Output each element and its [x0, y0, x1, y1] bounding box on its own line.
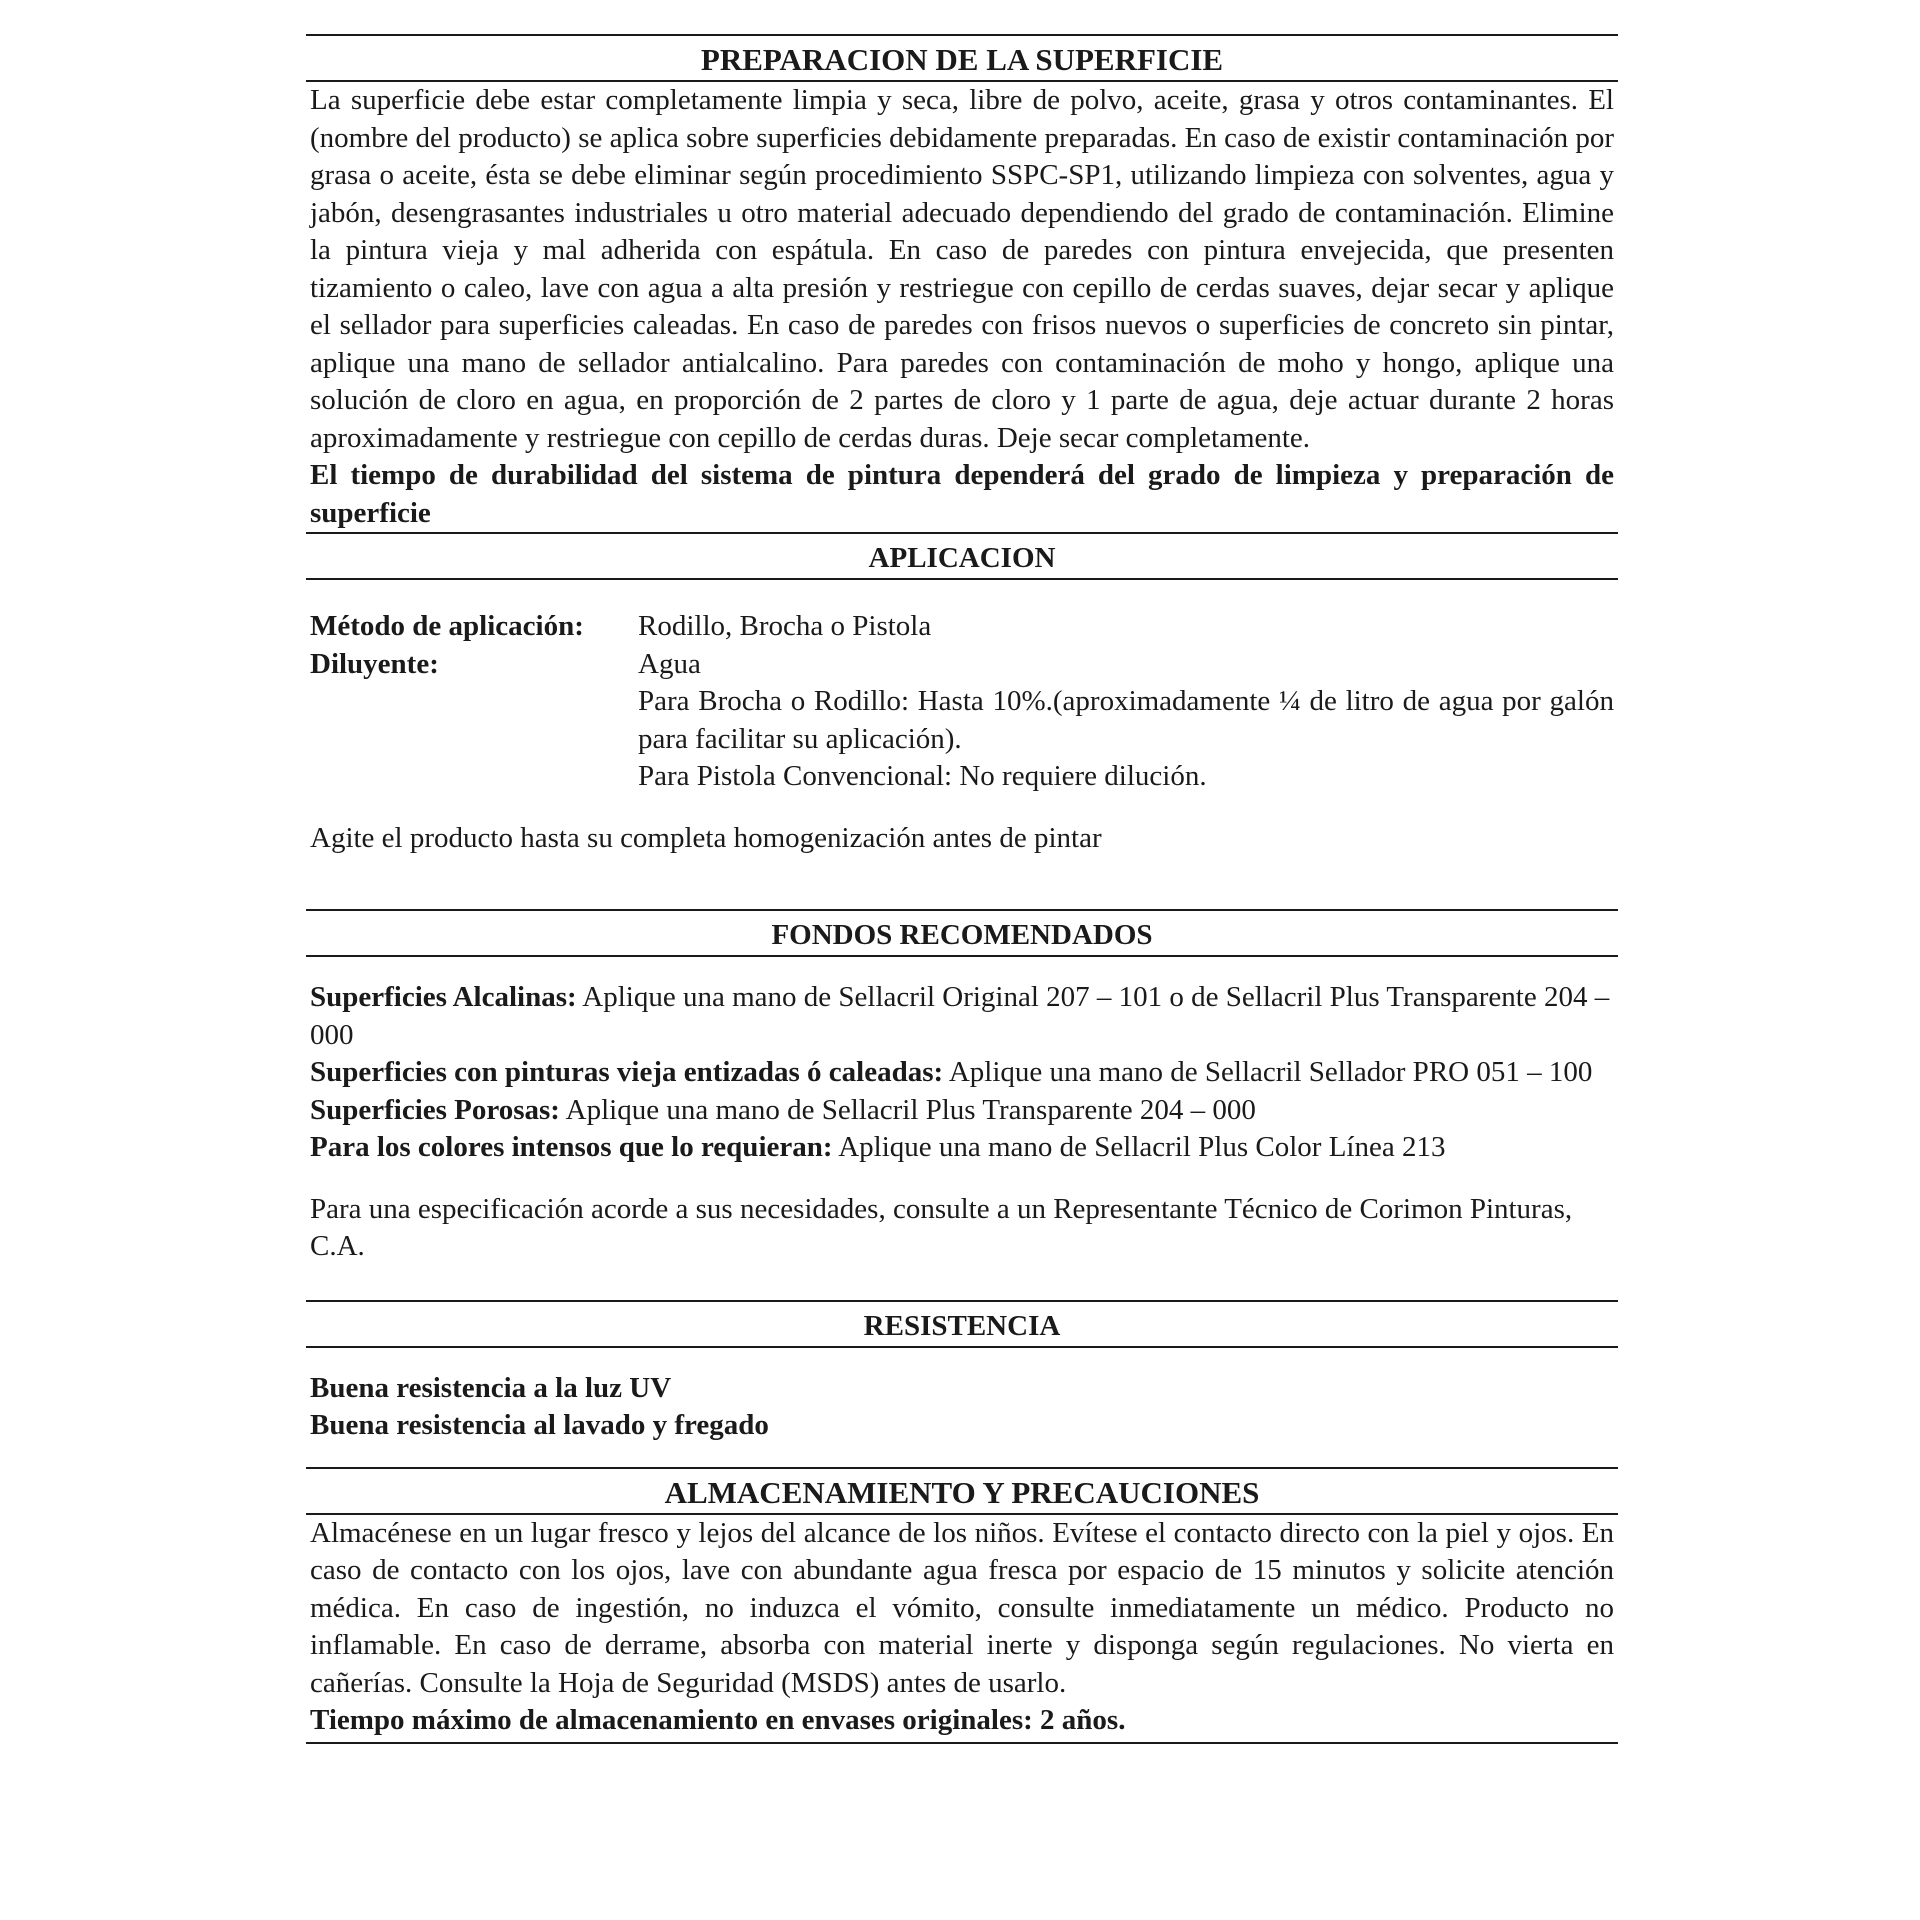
section-title-fondos: FONDOS RECOMENDADOS — [771, 919, 1153, 951]
fondo-item-label: Superficies con pinturas vieja entizadas ó caleadas: — [310, 1056, 944, 1088]
diluyente-value: Agua — [638, 647, 701, 680]
resistencia-uv-text: Buena resistencia a la luz UV — [310, 1371, 672, 1404]
metodo-value: Rodillo, Brocha o Pistola — [638, 610, 932, 642]
metodo-row — [310, 608, 1614, 646]
section-rule-top — [306, 34, 1618, 36]
fondo-item-text: Aplique una mano de Sellacril Plus Color Línea 213 — [838, 1131, 1446, 1163]
fondo-item — [310, 1054, 1614, 1092]
preparacion-body: La superficie debe estar completamente limpia y seca, libre de polvo, aceite, grasa y otros contaminantes. El (nombre del producto) se aplica sobre superficies debidamente preparadas. En caso de existir contaminación por grasa o aceite, ésta se debe eliminar según procedimiento SSPC-SP1, utilizando limpieza con solventes, agua y jabón, desengrasantes industriales u otro material adecuado dependiendo del grado de contaminación. Elimine la pintura vieja y mal adherida con espátula. En caso de paredes con pintura envejecida, que presenten tizamiento o caleo, lave con agua a alta presión y restriegue con cepillo de cerdas suaves, dejar secar y aplique el sellador para superficies caleadas. En caso de paredes con frisos nuevos o superficies de concreto sin pintar, aplique una mano de sellador antialcalino. Para paredes con contaminación de moho y hongo, aplique una solución de cloro en agua, en proporción de 2 partes de cloro y 1 parte de agua, deje actuar durante 2 horas aproximadamente y restriegue con cepillo de cerdas duras. Deje secar completamente. — [310, 84, 1614, 454]
resistencia-lavado-text: Buena resistencia al lavado y fregado — [310, 1409, 769, 1441]
diluyente-row — [310, 646, 1614, 796]
section-preparacion — [306, 82, 1618, 532]
preparacion-note — [310, 457, 1614, 532]
diluyente-label: Diluyente: — [310, 647, 439, 680]
section-fondos — [306, 979, 1618, 1266]
agite-text: Agite el producto hasta su completa homogenización antes de pintar — [310, 821, 1102, 854]
section-rule-bottom — [306, 955, 1618, 957]
almacenamiento-note — [310, 1702, 1614, 1740]
section-title-almacenamiento: ALMACENAMIENTO Y PRECAUCIONES — [664, 1474, 1260, 1510]
section-rule-bottom — [306, 1346, 1618, 1348]
section-title-resistencia: RESISTENCIA — [863, 1309, 1061, 1342]
fondo-item-label: Superficies Porosas: — [310, 1093, 560, 1126]
section-title-preparacion: PREPARACION DE LA SUPERFICIE — [700, 42, 1224, 77]
section-almacenamiento — [306, 1515, 1618, 1740]
section-resistencia — [306, 1370, 1618, 1445]
document-page — [306, 0, 1618, 1744]
section-aplicacion — [306, 608, 1618, 857]
diluyente-brocha: Para Brocha o Rodillo: Hasta 10%.(aproximadamente ¼ de litro de agua por galón para facilitar su aplicación). — [638, 685, 1614, 755]
almacenamiento-note-text: Tiempo máximo de almacenamiento en envases originales: 2 años. — [310, 1704, 1126, 1736]
fondo-item — [310, 1129, 1614, 1167]
fondo-item-text: Aplique una mano de Sellacril Sellador PRO 051 – 100 — [948, 1056, 1593, 1088]
fondo-item — [310, 979, 1614, 1054]
resistencia-lavado — [310, 1407, 1614, 1445]
fondo-item-text: Aplique una mano de Sellacril Original 207 – 101 o de Sellacril Plus Transparente 204 – 000 — [310, 981, 1610, 1051]
almacenamiento-body: Almacénese en un lugar fresco y lejos del alcance de los niños. Evítese el contacto directo con la piel y ojos. En caso de contacto con los ojos, lave con abundante agua fresca por espacio de 15 minutos y solicite atención médica. En caso de ingestión, no induzca el vómito, consulte inmediatamente un médico. Producto no inflamable. En caso de derrame, absorba con material inerte y disponga según regulaciones. No vierta en cañerías. Consulte la Hoja de Seguridad (MSDS) antes de usarlo. — [310, 1516, 1614, 1699]
section-rule-top — [306, 532, 1618, 534]
section-rule-top — [306, 1467, 1618, 1469]
resistencia-uv — [310, 1370, 1614, 1408]
section-title-aplicacion: APLICACION — [868, 542, 1056, 574]
preparacion-note-text: El tiempo de durabilidad del sistema de pintura dependerá del grado de limpieza y preparación de superficie — [310, 459, 1614, 529]
diluyente-values — [638, 646, 1614, 796]
section-rule-top — [306, 1300, 1618, 1302]
fondo-item — [310, 1092, 1614, 1130]
diluyente-pistola: Para Pistola Convencional: No requiere dilución. — [638, 760, 1207, 792]
fondos-consulte: Para una especificación acorde a sus necesidades, consulte a un Representante Técnico de Corimon Pinturas, C.A. — [310, 1192, 1573, 1262]
section-rule-top — [306, 909, 1618, 911]
fondo-item-label: Para los colores intensos que lo requieran: — [310, 1131, 833, 1163]
fondo-item-text: Aplique una mano de Sellacril Plus Transparente 204 – 000 — [565, 1093, 1256, 1126]
section-rule-bottom — [306, 1742, 1618, 1744]
section-rule-bottom — [306, 578, 1618, 580]
fondo-item-label: Superficies Alcalinas: — [310, 981, 577, 1013]
metodo-label: Método de aplicación: — [310, 610, 584, 642]
